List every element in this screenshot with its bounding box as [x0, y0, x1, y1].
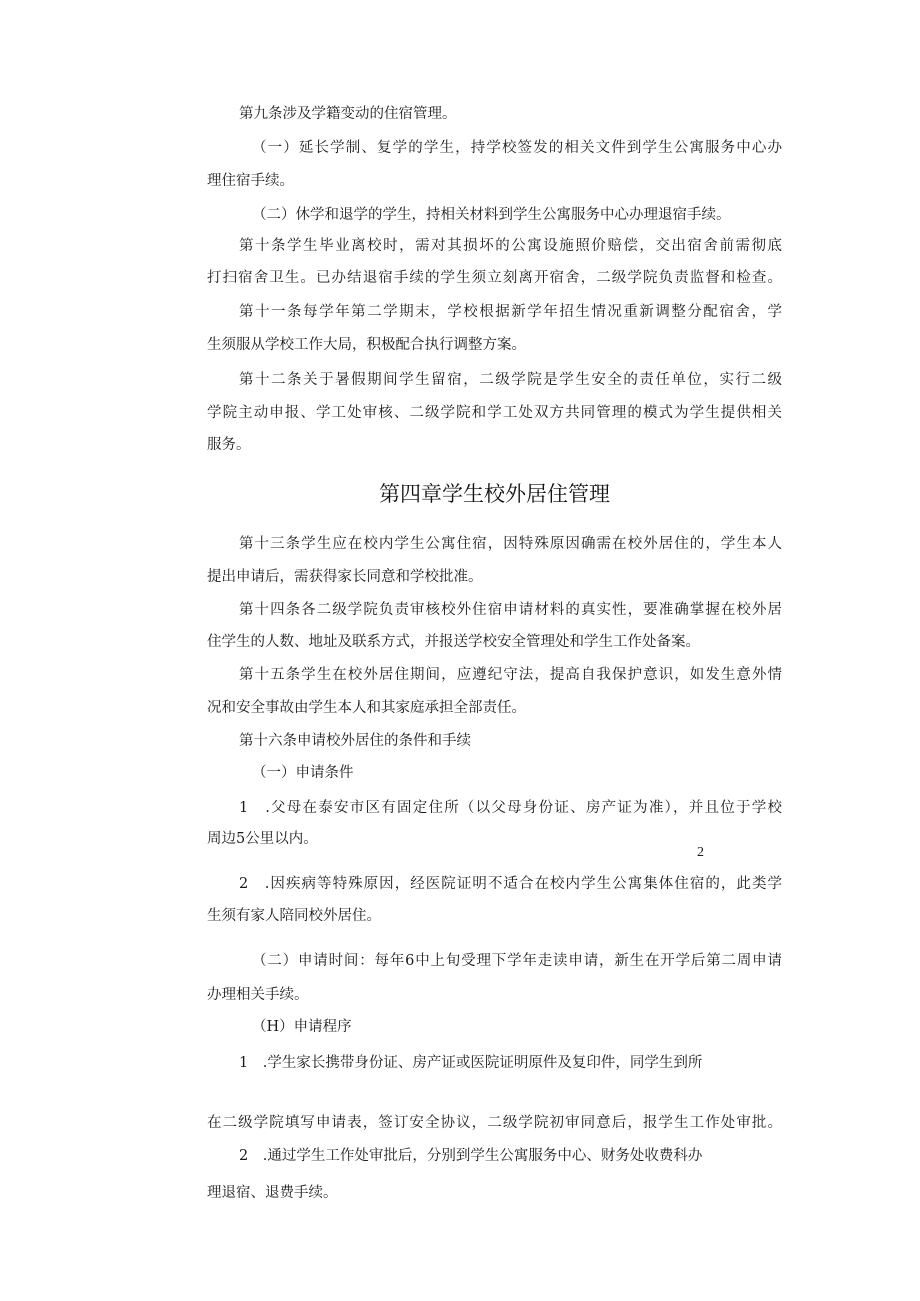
- text-line: （一）申请条件: [252, 765, 354, 781]
- text-line: 理退宿、退费手续。: [207, 1185, 338, 1201]
- text-line: 况和安全事故由学生本人和其家庭承担全部责任。: [207, 700, 526, 716]
- text-line: 第十二条关于暑假期间学生留宿，二级学院是学生安全的责任单位，实行二级: [239, 372, 782, 388]
- text-line: 第十六条申请校外居住的条件和手续: [239, 733, 471, 749]
- text-line: 第十三条学生应在校内学生公寓住宿，因特殊原因确需在校外居住的，学生本人: [239, 536, 782, 552]
- text-line: 2 .因疾病等特殊原因，经医院证明不适合在校内学生公寓集体住宿的，此类学: [239, 876, 782, 892]
- text-line: 生须有家人陪同校外居住。: [207, 908, 381, 924]
- text-line: （二）申请时间：每年6中上旬受理下学年走读申请，新生在开学后第二周申请: [252, 953, 782, 969]
- text-line: 提出申请后，需获得家长同意和学校批准。: [207, 569, 483, 585]
- text-line: （H）申请程序: [252, 1019, 352, 1035]
- text-line: 2 .通过学生工作处审批后，分别到学生公寓服务中心、财务处收费科办: [239, 1148, 703, 1164]
- text-line: 在二级学院填写申请表，签订安全协议，二级学院初审同意后，报学生工作处审批。: [207, 1115, 782, 1131]
- text-line: 办理相关手续。: [207, 987, 309, 1003]
- text-line: （一）延长学制、复学的学生，持学校签发的相关文件到学生公寓服务中心办: [252, 140, 782, 156]
- text-line: 理住宿手续。: [207, 173, 294, 189]
- text-line: 1 .父母在泰安市区有固定住所（以父母身份证、房产证为准），并且位于学校: [239, 800, 782, 816]
- text-line: 第九条涉及学籍变动的住宿管理。: [239, 106, 457, 122]
- text-line: 生须服从学校工作大局，积极配合执行调整方案。: [207, 337, 526, 353]
- text-line: （二）休学和退学的学生，持相关材料到学生公寓服务中心办理退宿手续。: [252, 207, 731, 223]
- text-line: 服务。: [207, 437, 251, 453]
- text-line: 1 .学生家长携带身份证、房产证或医院证明原件及复印件，同学生到所: [239, 1055, 703, 1071]
- text-line: 第十条学生毕业离校时，需对其损坏的公寓设施照价赔偿，交出宿舍前需彻底: [239, 238, 782, 254]
- text-line: 第十一条每学年第二学期末，学校根据新学年招生情况重新调整分配宿舍，学: [239, 304, 782, 320]
- text-line: 学院主动申报、学工处审核、二级学院和学工处双方共同管理的模式为学生提供相关: [207, 405, 782, 421]
- text-line: 周边5公里以内。: [207, 831, 318, 847]
- page-number: 2: [697, 845, 704, 860]
- text-line: 第十四条各二级学院负责审核校外住宿申请材料的真实性，要准确掌握在校外居: [239, 602, 782, 618]
- chapter-heading: 第四章学生校外居住管理: [379, 482, 610, 506]
- text-line: 第十五条学生在校外居住期间，应遵纪守法，提高自我保护意识，如发生意外情: [239, 667, 782, 683]
- text-line: 打扫宿舍卫生。已办结退宿手续的学生须立刻离开宿舍，二级学院负责监督和检查。: [207, 270, 782, 286]
- text-line: 住学生的人数、地址及联系方式，并报送学校安全管理处和学生工作处备案。: [207, 634, 700, 650]
